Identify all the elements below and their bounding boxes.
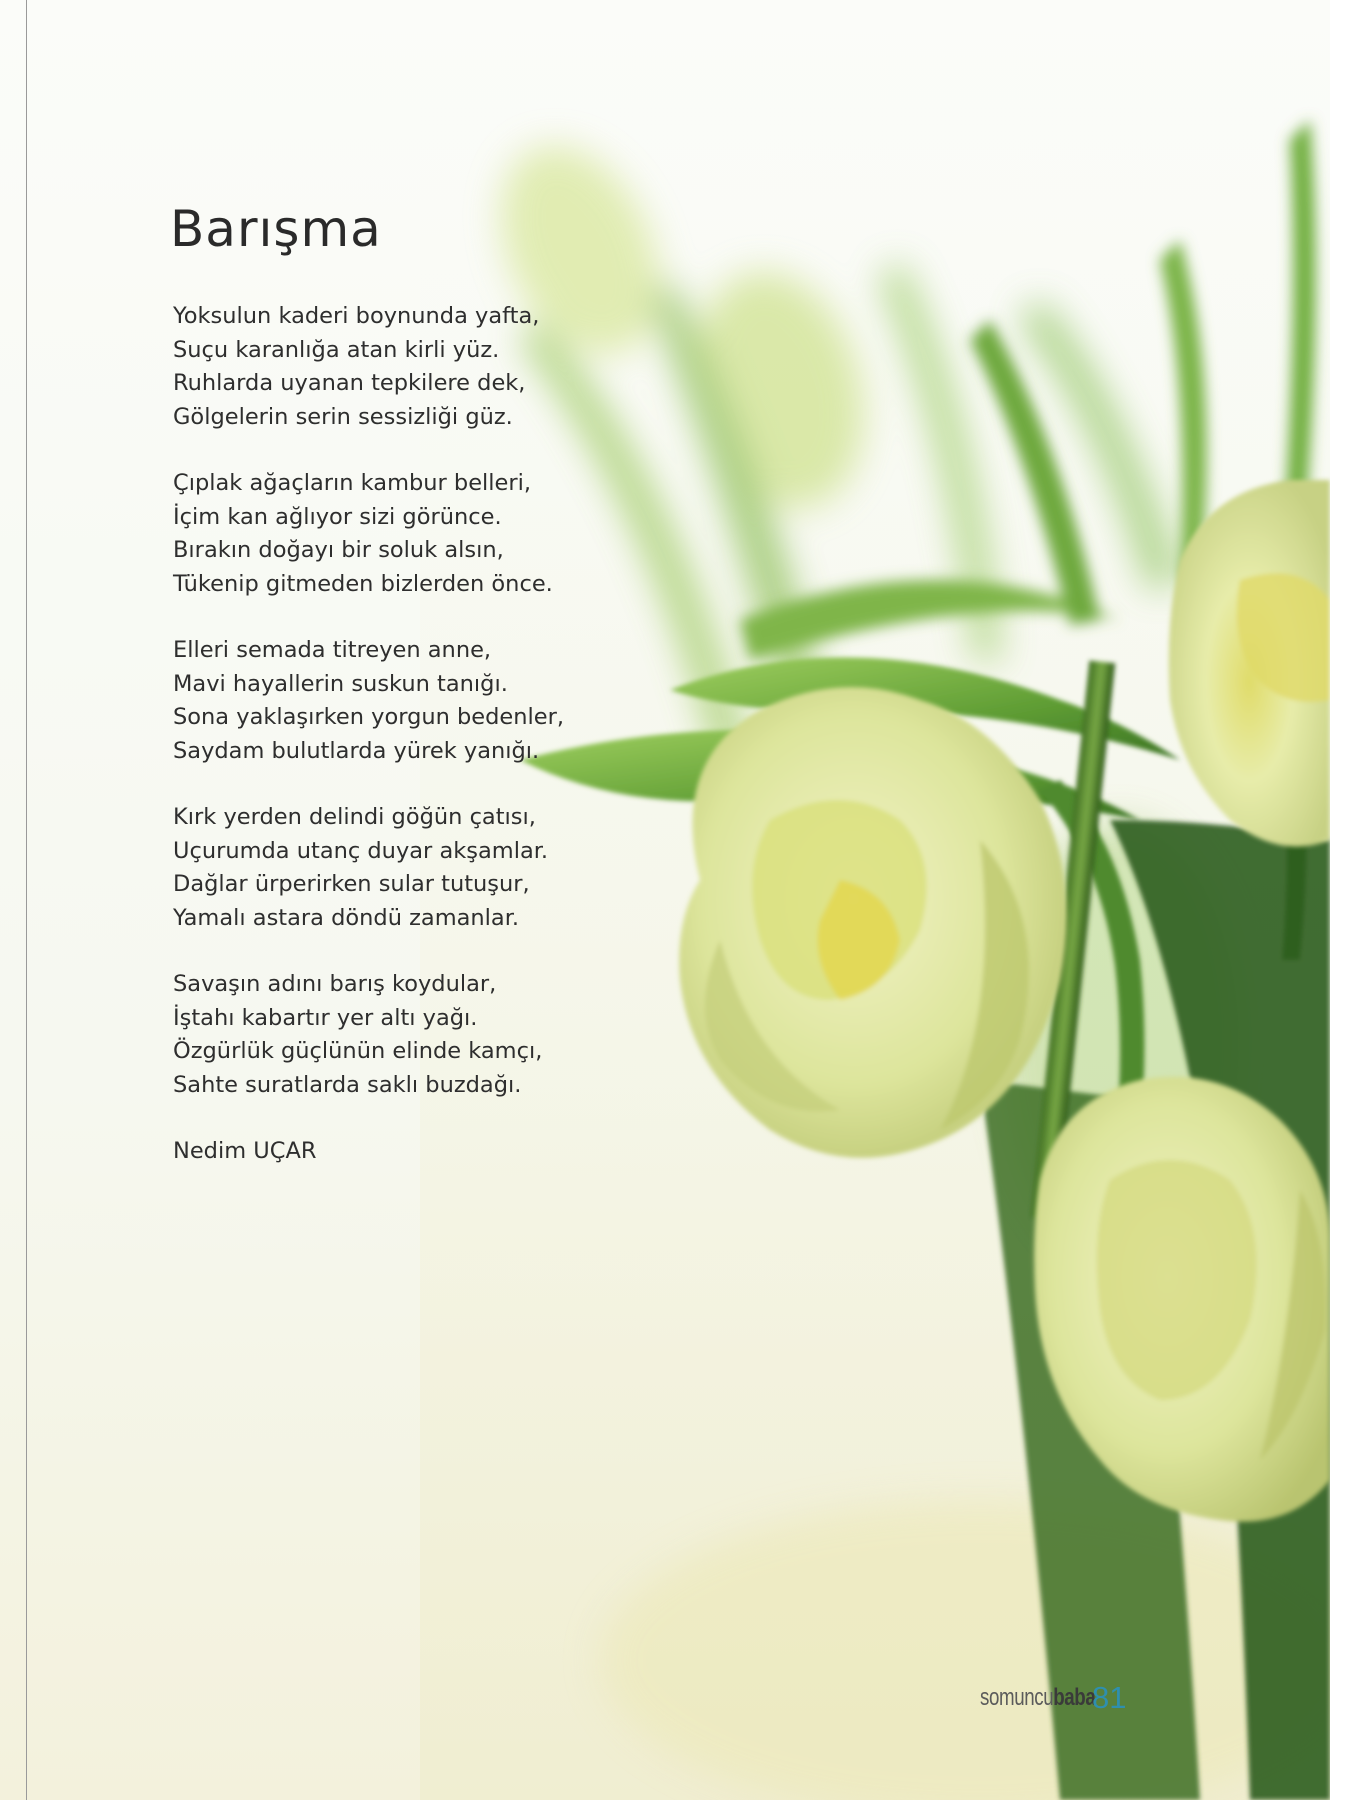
poem-title: Barışma [170, 200, 382, 258]
poem-line: Yoksulun kaderi boynunda yafta, [173, 303, 540, 329]
poem-line: Bırakın doğayı bir soluk alsın, [173, 537, 504, 563]
poem-stanza [173, 968, 693, 1102]
poem-line: Kırk yerden delindi göğün çatısı, [173, 804, 536, 830]
magazine-brand [980, 1684, 1095, 1712]
poem-line: Dağlar ürperirken sular tutuşur, [173, 871, 530, 897]
page-number: 81 [1092, 1680, 1127, 1715]
brand-bold: baba [1053, 1684, 1096, 1711]
page-margin-strip [1330, 0, 1350, 1800]
poem-line: Uçurumda utanç duyar akşamlar. [173, 837, 549, 864]
poem-line: Ruhlarda uyanan tepkilere dek, [173, 370, 526, 396]
poem-body [173, 300, 693, 1169]
poem-line: İçim kan ağlıyor sizi görünce. [173, 503, 502, 530]
poem-stanza [173, 300, 693, 434]
poem-line: Sona yaklaşırken yorgun bedenler, [173, 704, 565, 730]
poem-line: Özgürlük güçlünün elinde kamçı, [173, 1038, 543, 1064]
poem-line: Savaşın adını barış koydular, [173, 971, 497, 997]
poem-line: İştahı kabartır yer altı yağı. [173, 1004, 478, 1031]
poem-line: Suçu karanlığa atan kirli yüz. [173, 336, 500, 363]
poem-stanza [173, 634, 693, 768]
brand-light: somuncu [980, 1684, 1054, 1711]
page-edge-rule [26, 0, 27, 1800]
poem-stanza [173, 467, 693, 601]
poem-line: Saydam bulutlarda yürek yanığı. [173, 737, 540, 764]
poem-line: Çıplak ağaçların kambur belleri, [173, 470, 532, 496]
poem-line: Gölgelerin serin sessizliği güz. [173, 403, 513, 430]
poem-stanza [173, 801, 693, 935]
poem-author: Nedim UÇAR [173, 1138, 317, 1164]
poem-line: Tükenip gitmeden bizlerden önce. [173, 570, 553, 597]
poem-line: Elleri semada titreyen anne, [173, 637, 492, 663]
poem-line: Sahte suratlarda saklı buzdağı. [173, 1071, 522, 1098]
poem-line: Yamalı astara döndü zamanlar. [173, 904, 520, 931]
poem-line: Mavi hayallerin suskun tanığı. [173, 670, 508, 697]
page-footer [980, 1680, 1128, 1724]
